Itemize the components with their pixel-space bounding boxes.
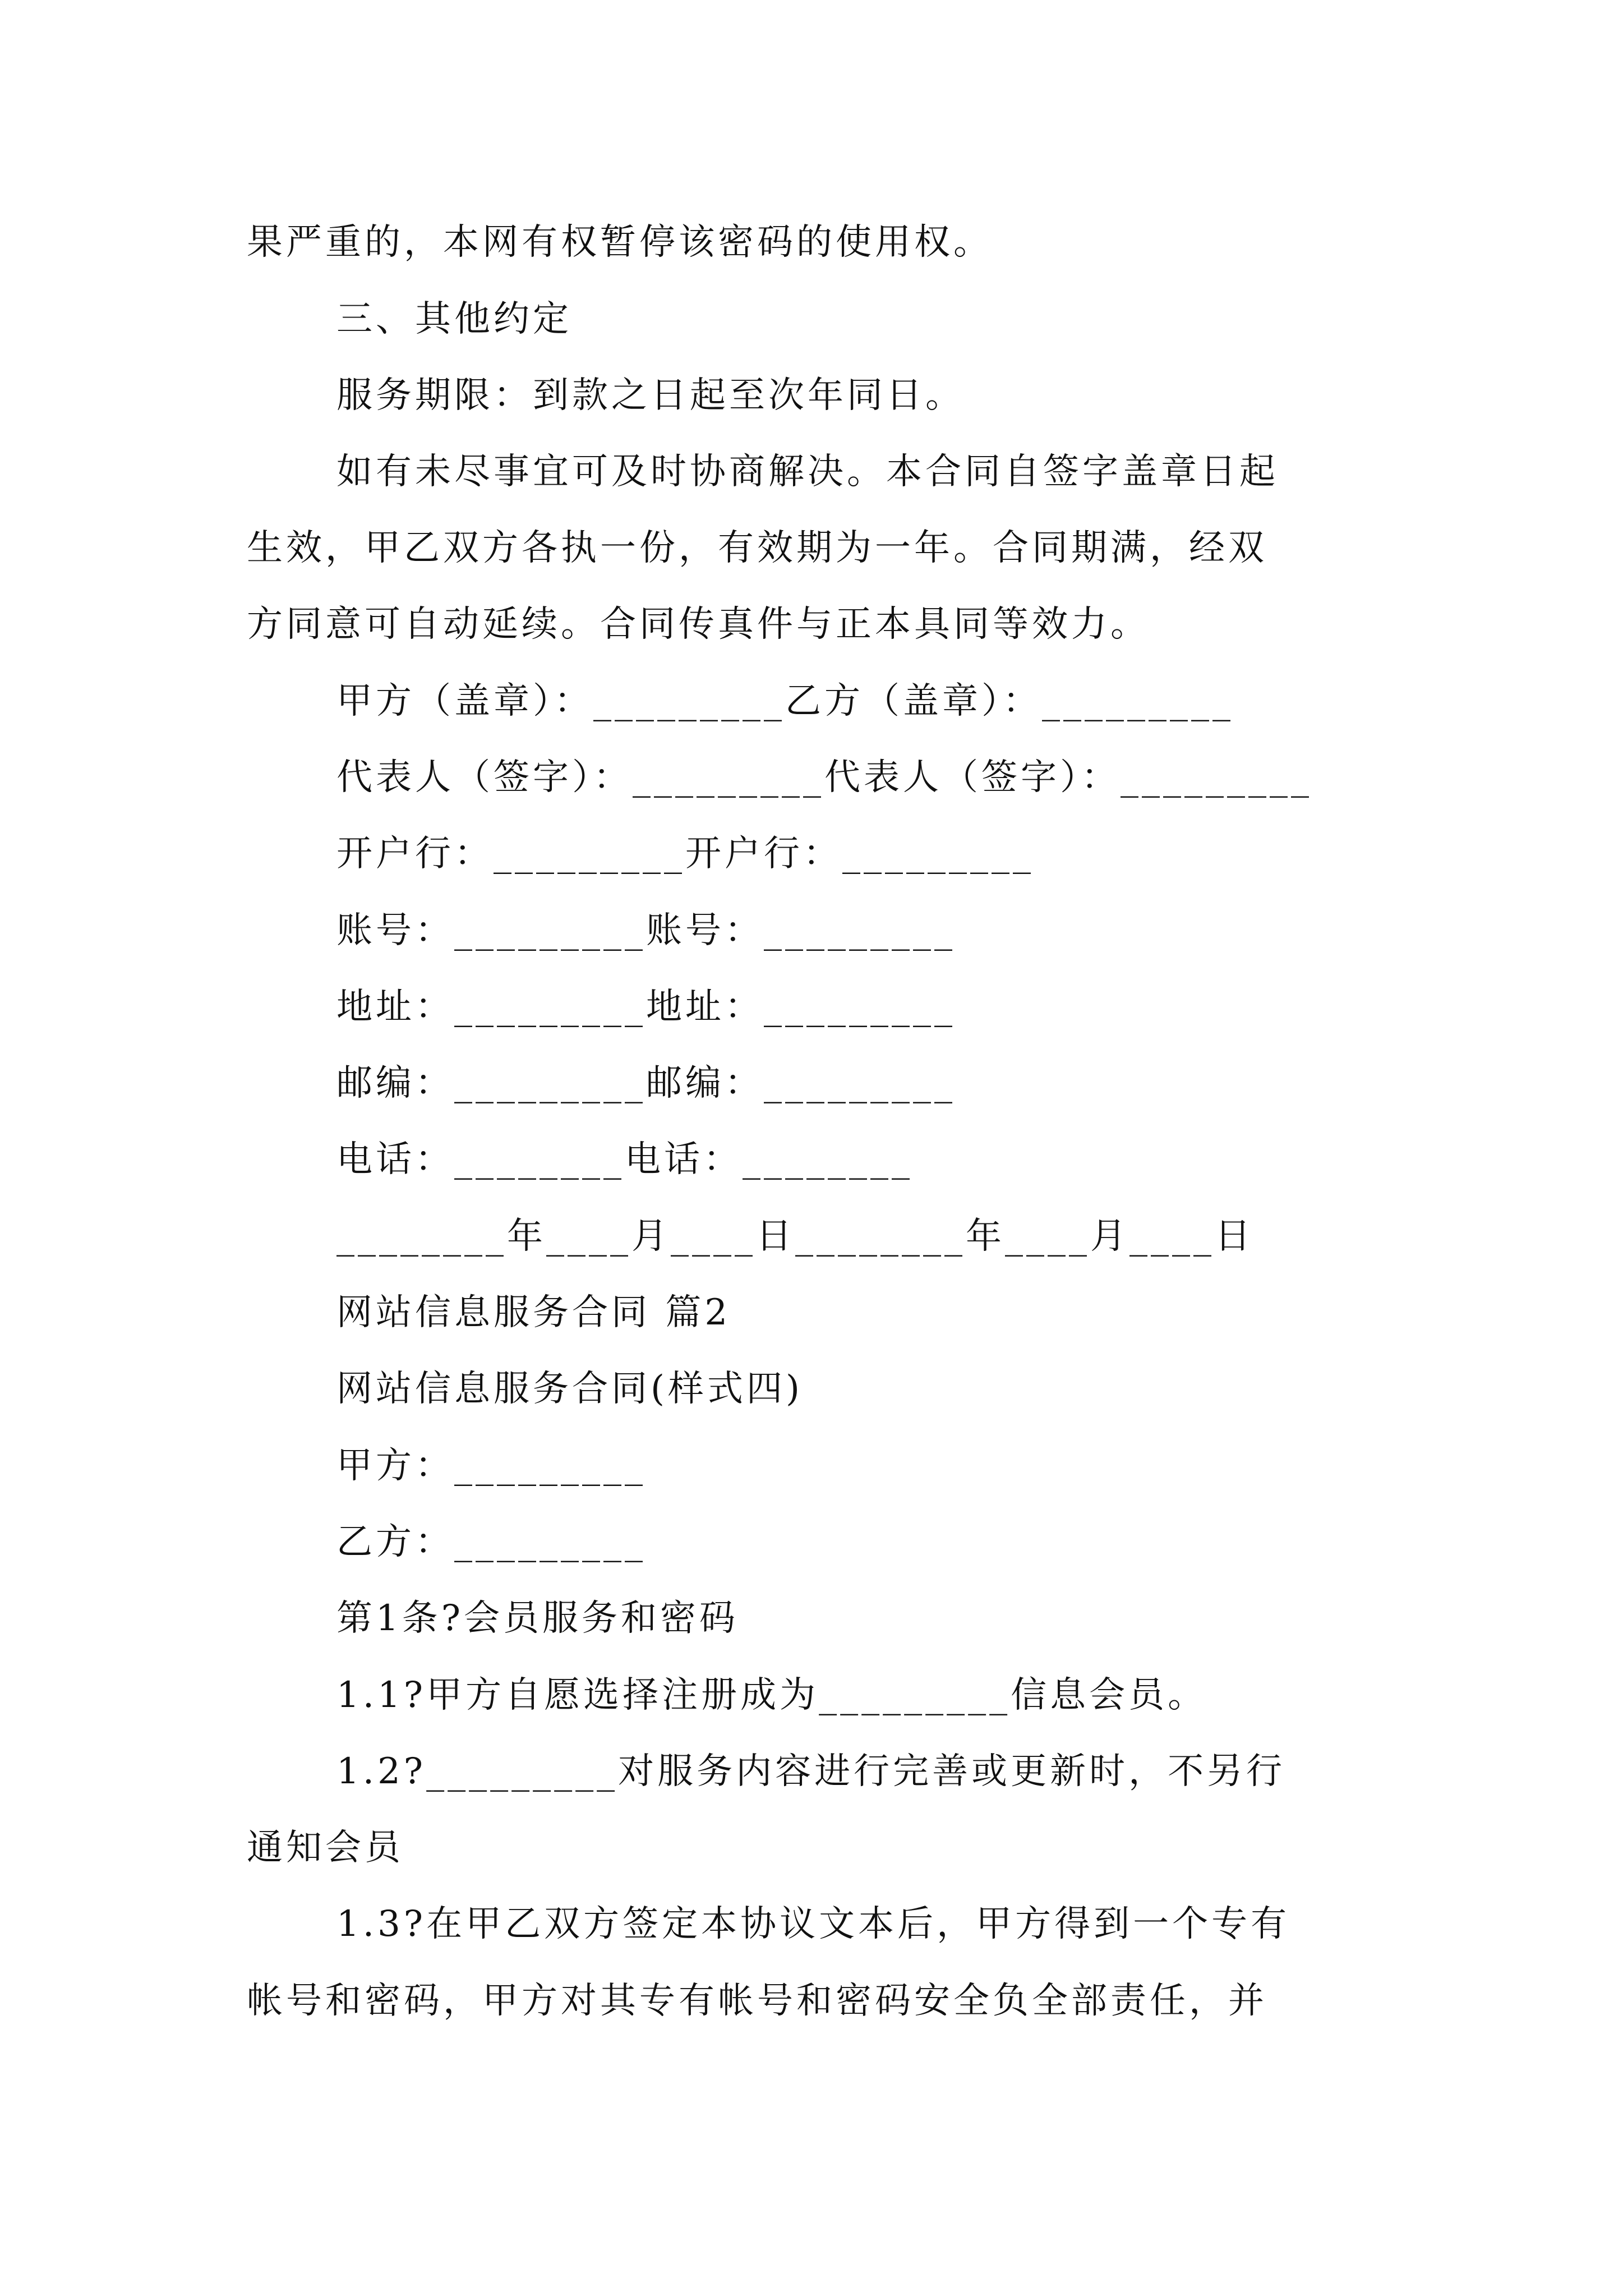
date-line: ________年____月____日________年____月____日 — [336, 1216, 1254, 1257]
clause-1-3: 1.3?在甲乙双方签定本协议文本后，甲方得到一个专有 — [336, 1903, 1290, 1945]
postcode-line: 邮编：_________邮编：_________ — [336, 1062, 956, 1104]
contract-heading: 网站信息服务合同 篇2 — [336, 1292, 731, 1333]
address-line: 地址：_________地址：_________ — [336, 986, 956, 1028]
clause-1-3-continuation: 帐号和密码，甲方对其专有帐号和密码安全负全部责任，并 — [247, 1980, 1267, 2022]
party-b-line: 乙方：_________ — [336, 1521, 646, 1563]
bank-line: 开户行：_________开户行：_________ — [336, 833, 1034, 875]
section-heading-other-terms: 三、其他约定 — [336, 298, 572, 340]
clause-1-2-continuation: 通知会员 — [247, 1827, 404, 1869]
paragraph-line: 方同意可自动延续。合同传真件与正本具同等效力。 — [247, 604, 1150, 645]
service-term-line: 服务期限：到款之日起至次年同日。 — [336, 375, 965, 416]
paragraph-line: 生效，甲乙双方各执一份，有效期为一年。合同期满，经双 — [247, 527, 1267, 569]
paragraph-continuation: 果严重的，本网有权暂停该密码的使用权。 — [247, 222, 993, 263]
clause-1-2: 1.2?_________对服务内容进行完善或更新时，不另行 — [336, 1751, 1286, 1792]
contract-subtitle: 网站信息服务合同(样式四) — [336, 1368, 803, 1410]
signature-representative-line: 代表人（签字）：_________代表人（签字）：_________ — [336, 757, 1312, 798]
signature-party-seal-line: 甲方（盖章）：_________乙方（盖章）：_________ — [336, 680, 1234, 722]
phone-line: 电话：________电话：________ — [336, 1139, 913, 1180]
clause-1-1: 1.1?甲方自愿选择注册成为_________信息会员。 — [336, 1674, 1207, 1716]
party-a-line: 甲方：_________ — [336, 1445, 646, 1487]
account-line: 账号：_________账号：_________ — [336, 910, 956, 951]
article-1-heading: 第1条?会员服务和密码 — [336, 1598, 739, 1639]
paragraph-line: 如有未尽事宜可及时协商解决。本合同自签字盖章日起 — [336, 451, 1279, 493]
